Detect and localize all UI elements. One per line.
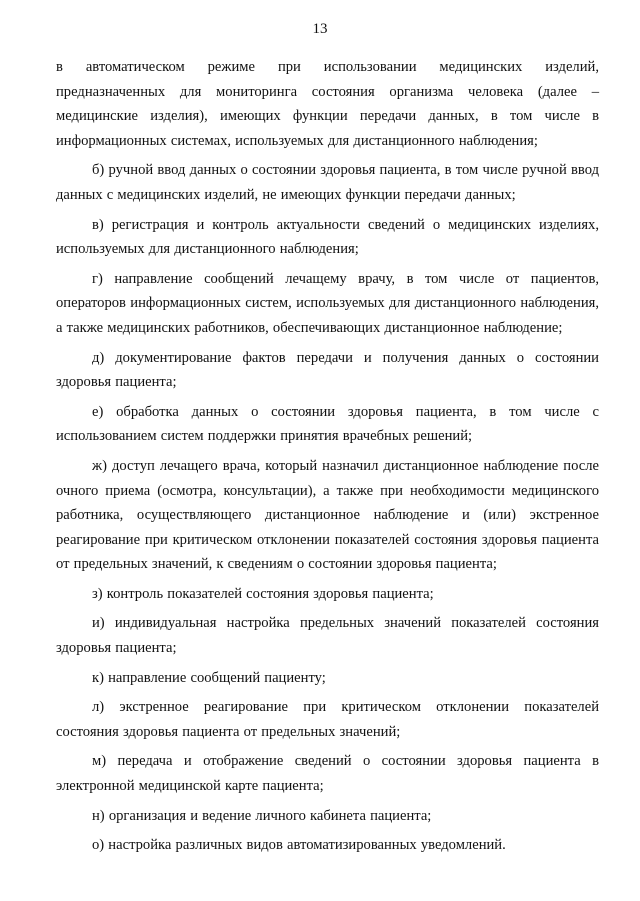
- paragraph-continuation: в автоматическом режиме при использовании медицинских изделий, предназначенных для мониторинга состояния организма человека (далее – медицинские изделия), имеющих функции передачи данных, в том числе в информационных системах, используемых для дистанционного наблюдения;: [56, 59, 599, 149]
- paragraph-item-b: б) ручной ввод данных о состоянии здоровья пациента, в том числе ручной ввод данных с медицинских изделий, не имеющих функции передачи данных;: [56, 162, 599, 203]
- paragraph-item-zh: ж) доступ лечащего врача, который назначил дистанционное наблюдение после очного приема (осмотра, консультации), а также при необходимости медицинского работника, осуществляющего дистанционное наблюдение и (или) экстренное реагирование при критическом отклонении показателей состояния здоровья пациента от предельных значений, к сведениям о состоянии здоровья пациента;: [56, 457, 599, 573]
- paragraph-item-g: г) направление сообщений лечащему врачу, в том числе от пациентов, операторов информационных систем, используемых для дистанционного наблюдения, а также медицинских работников, обеспечивающих дистанционное наблюдение;: [56, 270, 599, 336]
- paragraph-item-m: м) передача и отображение сведений о состоянии здоровья пациента в электронной медицинской карте пациента;: [56, 753, 599, 795]
- document-body: [56, 55, 599, 858]
- paragraph-item-o: о) настройка различных видов автоматизированных уведомлений.: [92, 837, 506, 854]
- paragraph-item-k: к) направление сообщений пациенту;: [92, 669, 326, 686]
- paragraph-item-n: н) организация и ведение личного кабинета пациента;: [92, 807, 432, 824]
- paragraph-item-v: в) регистрация и контроль актуальности сведений о медицинских изделиях, используемых для дистанционного наблюдения;: [56, 216, 599, 258]
- paragraph-item-e: е) обработка данных о состоянии здоровья пациента, в том числе с использованием систем поддержки принятия врачебных решений;: [56, 403, 599, 445]
- paragraph-item-z: з) контроль показателей состояния здоровья пациента;: [92, 585, 434, 602]
- page-number: 13: [312, 21, 328, 37]
- paragraph-item-d: д) документирование фактов передачи и получения данных о состоянии здоровья пациента;: [56, 349, 599, 391]
- paragraph-item-l: л) экстренное реагирование при критическом отклонении показателей состояния здоровья пациента от предельных значений;: [56, 699, 599, 740]
- paragraph-item-i: и) индивидуальная настройка предельных значений показателей состояния здоровья пациента;: [56, 615, 599, 657]
